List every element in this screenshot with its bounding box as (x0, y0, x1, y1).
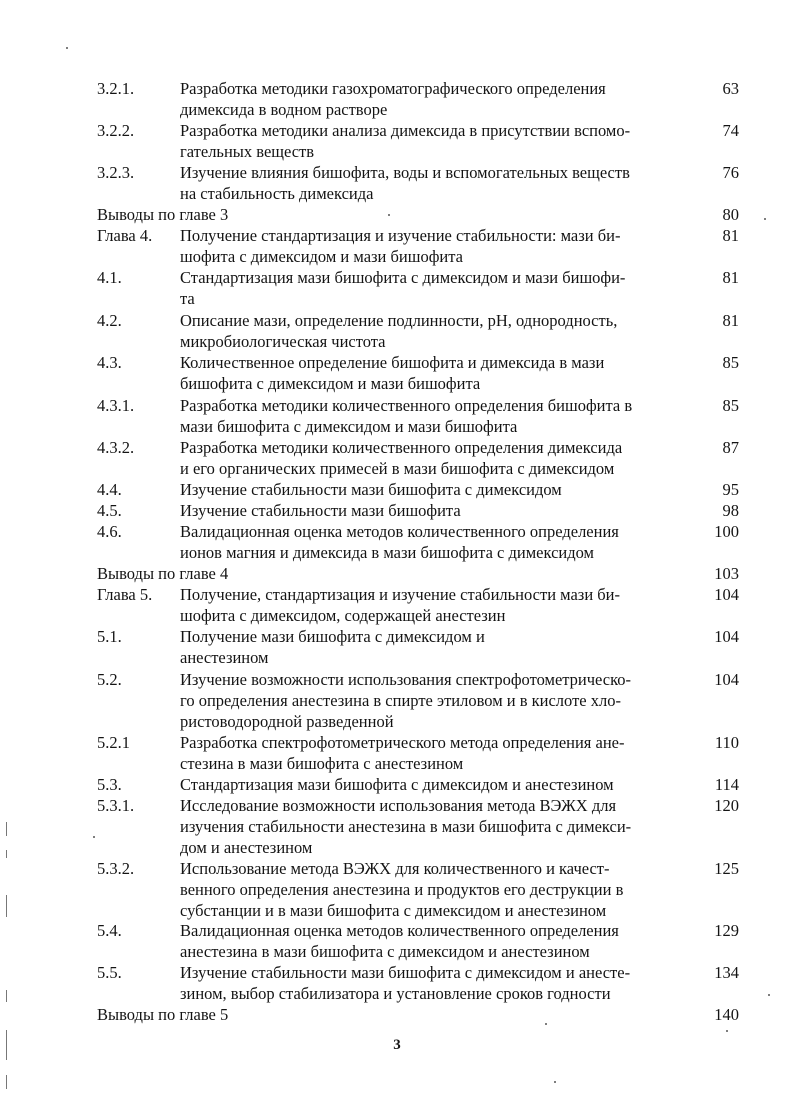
toc-entry-number: 4.1. (97, 268, 122, 287)
toc-entry-number: 5.3. (97, 775, 122, 794)
toc-entry-number: 5.2. (97, 670, 122, 689)
toc-entry-page: 85 (722, 396, 739, 415)
toc-entry-title: Изучение стабильности мази бишофита с димексидом и анесте- зином, выбор стабилизатора и установление сроков годности (180, 963, 631, 1003)
toc-entry-page: 120 (714, 796, 739, 815)
toc-entry-number: 4.3.1. (97, 396, 135, 415)
toc-entry-title: Изучение возможности использования спектрофотометрическо- го определения анестезина в спирте этиловом и в кислоте хло- ристоводородной разведенной (180, 670, 632, 731)
toc-entry-number: 4.2. (97, 311, 122, 330)
toc-entry-title: Использование метода ВЭЖХ для количественного и качест- венного определения анестезина и продуктов его деструкции в субстанции и в мази бишофита с димексидом и анестезином (180, 859, 624, 920)
toc-entry-number: 3.2.1. (97, 79, 135, 98)
toc-entry-page: 134 (714, 963, 739, 982)
toc-entry-number: 5.5. (97, 963, 122, 982)
toc-entry-page: 80 (722, 205, 739, 224)
scan-edge-mark (6, 990, 7, 1002)
toc-entry-page: 104 (714, 670, 739, 689)
toc-entry-conclusion: Выводы по главе 3 (97, 205, 229, 224)
toc-entry-conclusion: Выводы по главе 4 (97, 564, 229, 583)
scan-speck (388, 214, 390, 216)
toc-entry-page: 110 (714, 733, 739, 752)
scan-speck (554, 1081, 556, 1083)
scan-speck (726, 1030, 728, 1032)
scan-edge-mark (6, 895, 7, 917)
scan-edge-mark (6, 822, 7, 836)
scan-speck (768, 994, 770, 996)
toc-entry-title: Изучение стабильности мази бишофита с димексидом (180, 480, 562, 499)
toc-entry-title: Разработка спектрофотометрического метода определения ане- стезина в мази бишофита с анестезином (180, 733, 625, 773)
toc-entry-title: Разработка методики газохроматографического определения димексида в водном растворе (180, 79, 606, 119)
toc-entry-title: Разработка методики количественного определения бишофита в мази бишофита с димексидом и мази бишофита (180, 396, 633, 436)
toc-entry-number: 4.5. (97, 501, 122, 520)
toc-entry-page: 63 (722, 79, 739, 98)
toc-entry-number: 5.1. (97, 627, 122, 646)
scan-edge-mark (6, 1030, 7, 1060)
toc-entry-page: 104 (714, 585, 739, 604)
toc-entry-title: Количественное определение бишофита и димексида в мази бишофита с димексидом и мази бишофита (180, 353, 605, 393)
toc-entry-page: 85 (722, 353, 739, 372)
toc-entry-number: 3.2.3. (97, 163, 135, 182)
toc-entry-title: Изучение влияния бишофита, воды и вспомогательных веществ на стабильность димексида (180, 163, 630, 203)
toc-entry-number: 4.6. (97, 522, 122, 541)
toc-entry-number: Глава 4. (97, 226, 153, 245)
toc-entry-number: 4.3.2. (97, 438, 135, 457)
toc-entry-page: 100 (714, 522, 739, 541)
toc-entry-page: 81 (722, 226, 739, 245)
toc-entry-page: 129 (714, 921, 739, 940)
toc-entry-title: Описание мази, определение подлинности, pH, однородность, микробиологическая чистота (180, 311, 618, 351)
toc-entry-conclusion: Выводы по главе 5 (97, 1005, 229, 1024)
toc-entry-page: 103 (714, 564, 739, 583)
toc-entry-page: 104 (714, 627, 739, 646)
toc-entry-title: Стандартизация мази бишофита с димексидом и анестезином (180, 775, 614, 794)
toc-entry-page: 87 (722, 438, 739, 457)
toc-entry-page: 114 (714, 775, 739, 794)
page-number: 3 (393, 1037, 401, 1053)
scan-speck (764, 218, 766, 220)
scan-speck (93, 836, 95, 838)
toc-entry-page: 81 (722, 268, 739, 287)
toc-entry-title: Стандартизация мази бишофита с димексидом и мази бишофи- та (180, 268, 626, 308)
toc-entry-number: 5.3.1. (97, 796, 135, 815)
toc-entry-page: 98 (722, 501, 739, 520)
toc-entry-page: 74 (722, 121, 739, 140)
toc-entry-title: Изучение стабильности мази бишофита (180, 501, 461, 520)
toc-entry-title: Валидационная оценка методов количественного определения ионов магния и димексида в мази бишофита с димексидом (180, 522, 619, 562)
toc-entry-title: Получение мази бишофита с димексидом и анестезином (180, 627, 485, 667)
toc-entry-number: 5.3.2. (97, 859, 135, 878)
scan-edge-mark (6, 850, 7, 858)
toc-entry-number: 4.4. (97, 480, 122, 499)
toc-entry-title: Исследование возможности использования метода ВЭЖХ для изучения стабильности анестезина в мази бишофита с димекси- дом и анестезином (180, 796, 632, 857)
toc-entry-title: Валидационная оценка методов количественного определения анестезина в мази бишофита с димексидом и анестезином (180, 921, 619, 961)
toc-entry-title: Получение, стандартизация и изучение стабильности мази би- шофита с димексидом, содержащей анестезин (180, 585, 620, 625)
toc-entry-page: 140 (714, 1005, 739, 1024)
toc-entry-number: 5.4. (97, 921, 122, 940)
toc-entry-page: 95 (722, 480, 739, 499)
toc-entry-number: 4.3. (97, 353, 122, 372)
toc-entry-page: 76 (722, 163, 739, 182)
toc-entry-number: Глава 5. (97, 585, 153, 604)
scan-speck (545, 1023, 547, 1025)
toc-entry-title: Разработка методики анализа димексида в присутствии вспомо- гательных веществ (180, 121, 631, 161)
toc-entry-title: Получение стандартизация и изучение стабильности: мази би- шофита с димексидом и мази бишофита (180, 226, 621, 266)
toc-entry-page: 81 (722, 311, 739, 330)
toc-entry-number: 5.2.1 (97, 733, 130, 752)
scan-speck (66, 47, 68, 49)
toc-entry-title: Разработка методики количественного определения димексида и его органических примесей в мази бишофита с димексидом (180, 438, 623, 478)
scan-edge-mark (6, 1075, 7, 1089)
toc-entry-number: 3.2.2. (97, 121, 135, 140)
toc-entry-page: 125 (714, 859, 739, 878)
